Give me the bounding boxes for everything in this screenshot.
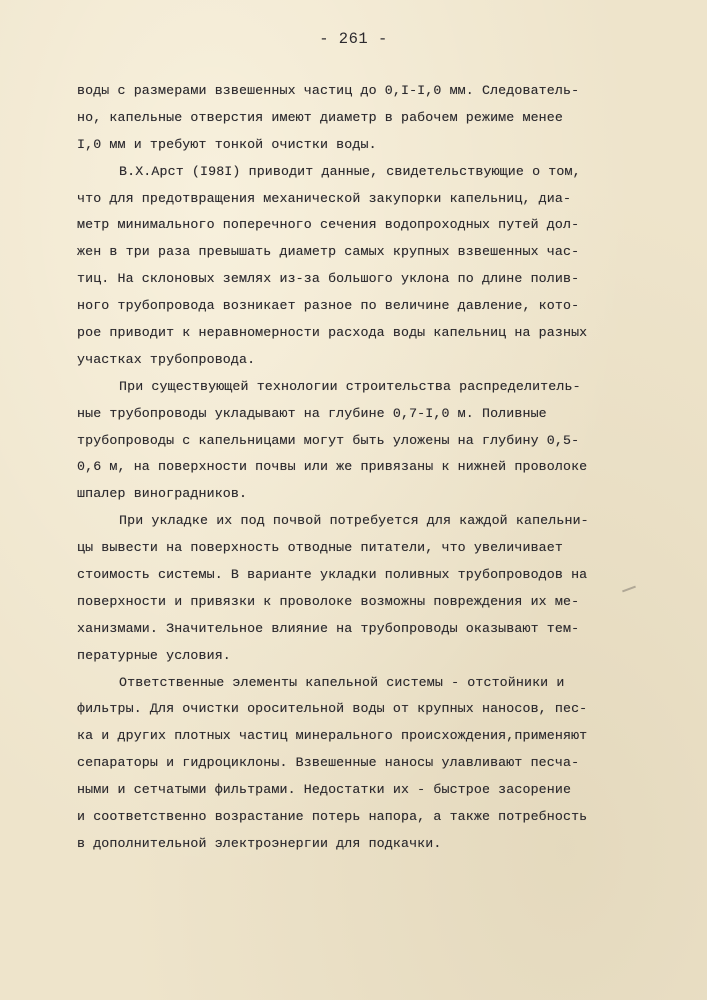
text-line: в дополнительной электроэнергии для подкачки.	[77, 835, 442, 851]
paragraph-first-line: Ответственные элементы капельной системы - отстойники и	[119, 674, 565, 690]
text-line: сепараторы и гидроциклоны. Взвешенные наносы улавливают песча-	[77, 755, 580, 771]
text-line: фильтры. Для очистки оросительной воды от крупных наносов, пес-	[77, 701, 588, 717]
text-line: ка и других плотных частиц минерального происхождения,применяют	[77, 728, 588, 744]
paragraph-first-line: В.Х.Арст (I98I) приводит данные, свидетельствующие о том,	[119, 163, 581, 179]
body-text	[77, 78, 647, 858]
text-line: трубопроводы с капельницами могут быть уложены на глубину 0,5-	[77, 432, 580, 448]
text-line: и соответственно возрастание потерь напора, а также потребность	[77, 809, 588, 825]
text-line: ными и сетчатыми фильтрами. Недостатки их - быстрое засорение	[77, 782, 572, 798]
text-line: шпалер виноградников.	[77, 486, 248, 502]
text-line: участках трубопровода.	[77, 351, 256, 367]
text-line: ного трубопровода возникает разное по величине давление, кото-	[77, 298, 580, 314]
text-line: но, капельные отверстия имеют диаметр в рабочем режиме менее	[77, 109, 563, 125]
text-line: поверхности и привязки к проволоке возможны повреждения их ме-	[77, 593, 580, 609]
text-line: воды с размерами взвешенных частиц до 0,I-I,0 мм. Следователь-	[77, 83, 580, 98]
paragraph-first-line: При укладке их под почвой потребуется для каждой капельни-	[119, 513, 589, 529]
text-line: рое приводит к неравномерности расхода воды капельниц на разных	[77, 325, 588, 341]
text-line: стоимость системы. В варианте укладки поливных трубопроводов на	[77, 567, 588, 583]
text-line: цы вывести на поверхность отводные питатели, что увеличивает	[77, 540, 563, 556]
text-line: 0,6 м, на поверхности почвы или же привязаны к нижней проволоке	[77, 459, 588, 475]
text-line: метр минимального поперечного сечения водопроходных путей дол-	[77, 217, 580, 233]
text-line: ханизмами. Значительное влияние на трубопроводы оказывают тем-	[77, 620, 580, 636]
text-line: I,0 мм и требуют тонкой очистки воды.	[77, 136, 377, 152]
text-line: тиц. На склоновых землях из-за большого уклона по длине полив-	[77, 271, 580, 287]
page-number: - 261 -	[319, 30, 388, 48]
text-line: ные трубопроводы укладывают на глубине 0,7-I,0 м. Поливные	[77, 405, 547, 421]
text-line: жен в три раза превышать диаметр самых крупных взвешенных час-	[77, 244, 580, 260]
paragraph-first-line: При существующей технологии строительства распределитель-	[119, 378, 581, 394]
text-line: пературные условия.	[77, 647, 231, 663]
text-line: что для предотвращения механической закупорки капельниц, диа-	[77, 190, 572, 206]
